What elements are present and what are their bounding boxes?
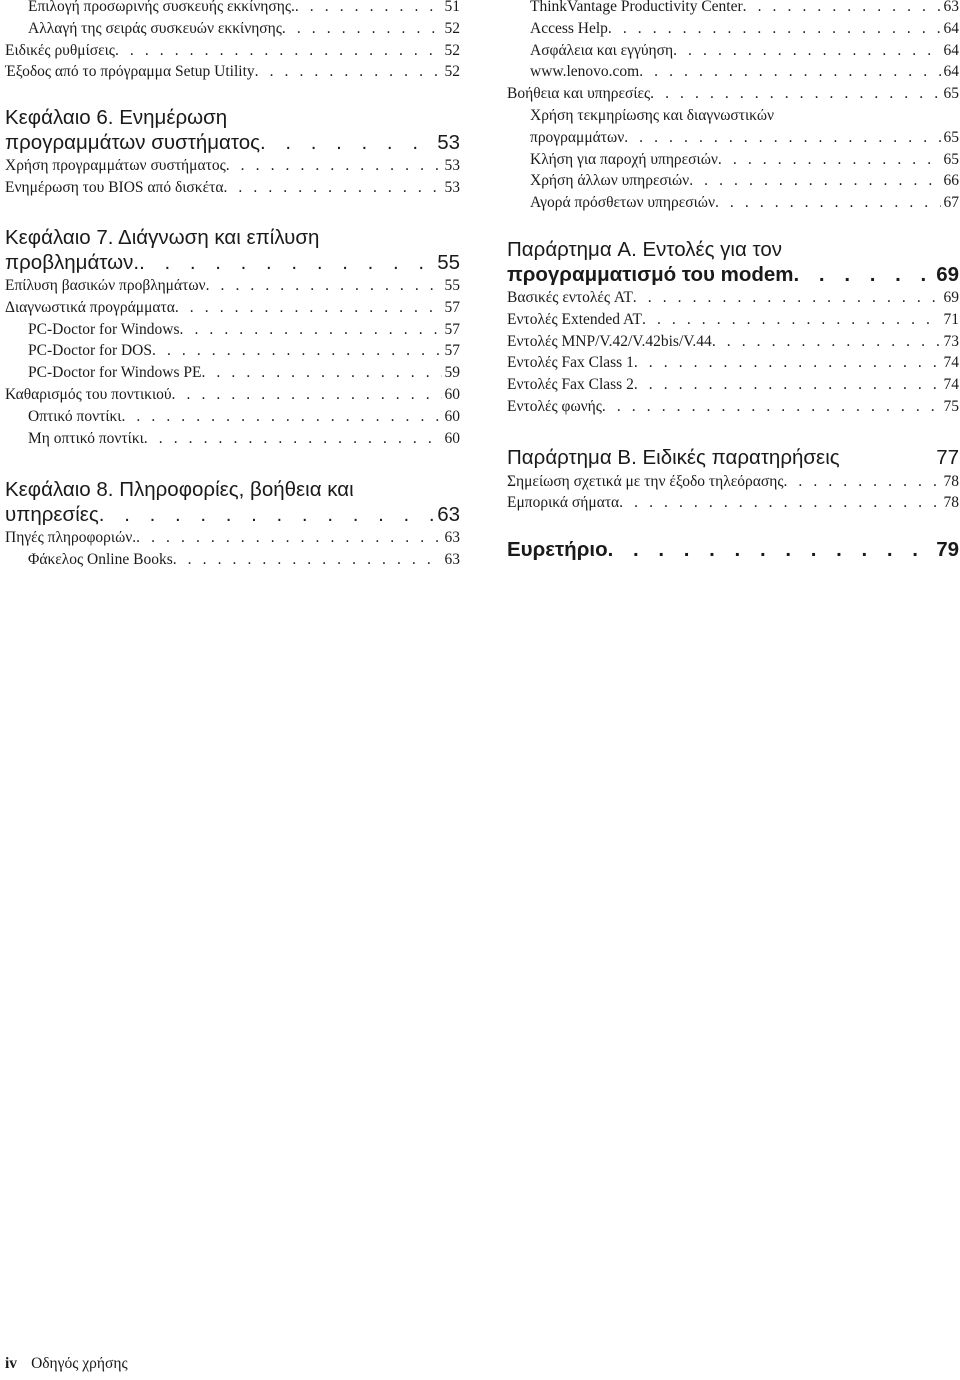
- toc-entry-text: ThinkVantage Productivity Center: [530, 0, 743, 15]
- toc-entry-page: 57: [444, 298, 460, 316]
- toc-entry-page: 55: [444, 277, 460, 294]
- toc-entry-text: PC-Doctor for DOS: [28, 342, 152, 360]
- toc-entry[interactable]: [507, 127, 959, 149]
- toc-entry[interactable]: [5, 18, 460, 40]
- toc-entry[interactable]: [507, 309, 959, 331]
- chapter-title-line: Παράρτημα B. Ειδικές παρατηρήσεις: [507, 446, 840, 469]
- toc-entry-page: 57: [444, 342, 460, 360]
- toc-entry-text: Φάκελος Online Books: [28, 550, 173, 568]
- toc-entry-page: 51: [444, 0, 460, 15]
- chapter-page: 79: [936, 538, 959, 561]
- chapter-7-heading[interactable]: [5, 226, 460, 275]
- toc-entry-page: 60: [444, 407, 460, 425]
- toc-entry-text: www.lenovo.com: [530, 63, 640, 81]
- toc-entry-text: Χρήση προγραμμάτων συστήματος: [5, 157, 226, 174]
- toc-entry-text: Αλλαγή της σειράς συσκευών εκκίνησης: [28, 19, 282, 37]
- toc-entry-page: 73: [943, 332, 959, 350]
- toc-top-entries: [507, 0, 959, 214]
- toc-chapter-7: [5, 226, 460, 449]
- chapter-title-line: Κεφάλαιο 7. Διάγνωση και επίλυση: [5, 226, 320, 249]
- toc-entry-page: 53: [444, 178, 460, 196]
- toc-entry-text: προγραμμάτων: [530, 128, 625, 146]
- chapter-8-heading[interactable]: [5, 478, 460, 527]
- toc-entry-text: Εντολές φωνής: [507, 397, 602, 415]
- toc-entry-page: 60: [444, 385, 460, 403]
- toc-entry-text: Έξοδος από το πρόγραμμα Setup Utility: [5, 63, 255, 81]
- toc-entry-text: Κλήση για παροχή υπηρεσιών: [530, 150, 718, 168]
- toc-entry[interactable]: [5, 0, 460, 18]
- chapter-page: 55: [437, 250, 460, 274]
- toc-entry[interactable]: [5, 61, 460, 83]
- toc-entry[interactable]: [5, 40, 460, 62]
- toc-entry-text: Βοήθεια και υπηρεσίες: [507, 85, 651, 103]
- toc-chapter-8: [5, 478, 460, 571]
- toc-entry-text: Ενημέρωση του BIOS από δισκέτα: [5, 178, 224, 196]
- toc-entry[interactable]: [507, 149, 959, 171]
- toc-index: [507, 538, 959, 563]
- toc-entry-page: 64: [943, 19, 959, 37]
- toc-entry[interactable]: [507, 105, 959, 127]
- toc-entry[interactable]: [5, 319, 460, 341]
- chapter-title-line: Κεφάλαιο 6. Ενημέρωση: [5, 106, 228, 129]
- toc-entry-text: Ασφάλεια και εγγύηση: [530, 41, 674, 59]
- toc-entry-page: 67: [943, 194, 959, 212]
- toc-entry[interactable]: [5, 177, 460, 199]
- toc-entry-text: Εμπορικά σήματα: [507, 494, 620, 512]
- toc-entry[interactable]: [5, 275, 460, 297]
- toc-entry-page: 69: [943, 289, 959, 306]
- appendix-a-heading[interactable]: [507, 238, 959, 287]
- toc-entry-text: Επίλυση βασικών προβλημάτων: [5, 277, 206, 294]
- toc-top-entries: [5, 0, 460, 83]
- chapter-page: 69: [936, 262, 959, 286]
- toc-entry-text: Διαγνωστικά προγράμματα: [5, 298, 175, 316]
- toc-entry[interactable]: [507, 170, 959, 192]
- chapter-title-line: υπηρεσίες: [5, 502, 99, 526]
- toc-entry-page: 64: [943, 63, 959, 81]
- toc-entry-page: 63: [444, 529, 460, 546]
- chapter-title-line: Ευρετήριο: [507, 538, 608, 561]
- toc-entry-page: 53: [444, 157, 460, 174]
- toc-entry-page: 57: [444, 320, 460, 338]
- toc-entry-page: 75: [943, 397, 959, 415]
- toc-entry-text: Εντολές Extended AT: [507, 310, 642, 328]
- chapter-title-line: Κεφάλαιο 8. Πληροφορίες, βοήθεια και: [5, 478, 354, 501]
- page-number: iv: [5, 1355, 18, 1372]
- toc-entry-page: 74: [943, 354, 959, 372]
- page-footer: [5, 1355, 128, 1373]
- toc-entry-page: 66: [943, 172, 959, 190]
- appendix-b-heading[interactable]: [507, 446, 959, 471]
- chapter-title-line: προγραμματισμό του modem: [507, 262, 794, 286]
- document-title: Οδηγός χρήσης: [31, 1355, 128, 1372]
- toc-entry-text: Εντολές MNP/V.42/V.42bis/V.44: [507, 332, 712, 350]
- toc-appendix-b: [507, 446, 959, 514]
- toc-entry[interactable]: [507, 40, 959, 62]
- toc-entry[interactable]: [507, 331, 959, 353]
- chapter-title-line: προγραμμάτων συστήματος: [5, 130, 260, 154]
- toc-entry-page: 63: [943, 0, 959, 15]
- toc-entry[interactable]: [5, 527, 460, 549]
- toc-entry[interactable]: [507, 18, 959, 40]
- chapter-title-line: Παράρτημα A. Εντολές για τον: [507, 238, 782, 261]
- toc-entry-text: Οπτικό ποντίκι: [28, 407, 122, 425]
- toc-entry-text: Σημείωση σχετικά με την έξοδο τηλεόρασης: [507, 472, 784, 490]
- toc-entry-page: 71: [943, 310, 959, 328]
- toc-entry-text: Χρήση άλλων υπηρεσιών: [530, 172, 690, 190]
- toc-entry-page: 52: [444, 41, 460, 59]
- toc-entry[interactable]: [507, 61, 959, 83]
- toc-entry-text: Αγορά πρόσθετων υπηρεσιών: [530, 194, 715, 212]
- toc-entry[interactable]: [507, 374, 959, 396]
- toc-entry[interactable]: [5, 362, 460, 384]
- toc-entry-text: PC-Doctor for Windows: [28, 320, 180, 338]
- toc-entry[interactable]: [5, 155, 460, 177]
- toc-entry[interactable]: [507, 192, 959, 214]
- toc-entry[interactable]: [5, 340, 460, 362]
- index-heading[interactable]: [507, 538, 959, 563]
- toc-entry-text: Πηγές πληροφοριών.: [5, 529, 137, 546]
- toc-entry[interactable]: [507, 492, 959, 514]
- chapter-title-line: προβλημάτων.: [5, 250, 140, 274]
- toc-entry-page: 65: [943, 85, 959, 103]
- toc-entry[interactable]: [5, 549, 460, 571]
- toc-entry[interactable]: [5, 406, 460, 428]
- toc-entry[interactable]: [507, 396, 959, 418]
- toc-appendix-a: [507, 238, 959, 418]
- toc-entry-page: 65: [943, 128, 959, 146]
- chapter-page: 63: [437, 502, 460, 526]
- toc-entry-text: Χρήση τεκμηρίωσης και διαγνωστικών: [530, 106, 775, 124]
- toc-entry[interactable]: [507, 287, 959, 309]
- toc-entry-page: 64: [943, 41, 959, 59]
- toc-entry-text: Βασικές εντολές AT: [507, 289, 633, 306]
- chapter-6-heading[interactable]: [5, 106, 460, 155]
- toc-entry-text: PC-Doctor for Windows PE: [28, 364, 202, 382]
- toc-entry[interactable]: [5, 428, 460, 450]
- toc-entry-text: Ειδικές ρυθμίσεις: [5, 41, 115, 59]
- toc-entry-text: Εντολές Fax Class 2: [507, 376, 634, 394]
- toc-entry-text: Εντολές Fax Class 1: [507, 354, 634, 372]
- toc-entry[interactable]: [507, 0, 959, 18]
- toc-chapter-6: [5, 106, 460, 199]
- toc-entry-page: 52: [444, 63, 460, 81]
- toc-entry-text: Καθαρισμός του ποντικιού: [5, 385, 172, 403]
- toc-entry-page: 59: [444, 364, 460, 382]
- toc-entry[interactable]: [5, 384, 460, 406]
- toc-entry[interactable]: [507, 471, 959, 493]
- toc-entry[interactable]: [5, 297, 460, 319]
- toc-entry-page: 60: [444, 429, 460, 447]
- toc-entry-page: 52: [444, 19, 460, 37]
- toc-entry-page: 78: [943, 494, 959, 512]
- toc-entry-page: 74: [943, 376, 959, 394]
- chapter-page: 53: [437, 130, 460, 154]
- toc-entry[interactable]: [507, 352, 959, 374]
- toc-entry-text: Access Help: [530, 19, 608, 37]
- toc-entry-page: 65: [943, 150, 959, 168]
- toc-entry-page: 63: [444, 550, 460, 568]
- toc-entry-page: 78: [943, 472, 959, 490]
- toc-entry-text: Μη οπτικό ποντίκι: [28, 429, 144, 447]
- chapter-page: 77: [936, 446, 959, 469]
- toc-entry-text: Επιλογή προσωρινής συσκευής εκκίνησης.: [28, 0, 295, 15]
- toc-entry[interactable]: [507, 83, 959, 105]
